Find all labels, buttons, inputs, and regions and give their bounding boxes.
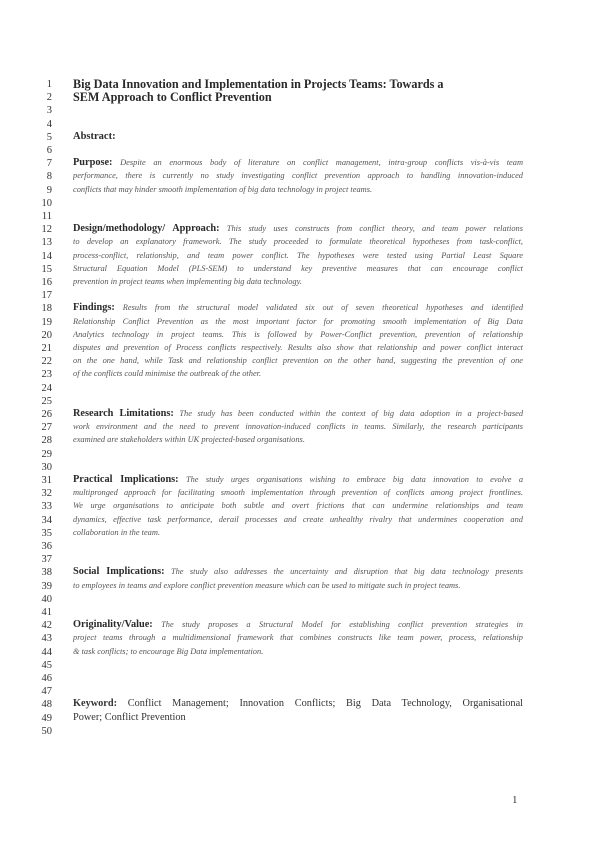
section-text: The study has been conducted within the context of big data adoption in a project-based <box>179 409 523 418</box>
line-number: 28 <box>41 435 52 446</box>
line-number: 26 <box>41 409 52 420</box>
line-number: 33 <box>41 501 52 512</box>
line-number: 36 <box>41 541 52 552</box>
keyword-line <box>73 711 523 724</box>
section-text: & task conflicts; to encourage Big Data implementation. <box>73 647 264 656</box>
line-number: 30 <box>41 462 52 473</box>
line-number: 18 <box>41 303 52 314</box>
section-line <box>73 513 523 526</box>
line-number: 6 <box>46 145 52 156</box>
section-text: conflicts that may hinder smooth implementation of big data technology in project teams. <box>73 185 373 194</box>
section-text: collaboration in the team. <box>73 528 160 537</box>
line-number: 9 <box>46 185 52 196</box>
line-number: 2 <box>46 92 52 103</box>
section-line <box>73 262 523 275</box>
section-line <box>73 183 523 196</box>
section-text: of the conflicts could minimise the outbreak of the other. <box>73 369 262 378</box>
section-text: on the one hand, while Task and relationship conflict prevention on the other hand, suggesting the prevention of one <box>73 356 523 365</box>
section-text: The study proposes a Structural Model for establishing conflict prevention strategies in <box>161 620 523 629</box>
line-number: 48 <box>41 699 52 710</box>
line-number: 1 <box>46 79 52 90</box>
page-number: 1 <box>512 794 518 806</box>
line-number: 31 <box>41 475 52 486</box>
section-line <box>73 526 523 539</box>
title-line: SEM Approach to Conflict Prevention <box>73 90 272 104</box>
abstract-heading: Abstract: <box>73 131 116 142</box>
line-number: 24 <box>41 383 52 394</box>
line-number: 5 <box>46 132 52 143</box>
section-text: project teams through a multidimensional framework that combines constructs like team power, process, relationship <box>73 633 523 642</box>
line-number: 37 <box>41 554 52 565</box>
section-line <box>73 473 523 486</box>
section-line <box>73 486 523 499</box>
section-text: to develop an explanatory framework. The study proceeded to formulate theoretical hypotheses from task-conflict, <box>73 237 523 246</box>
section-line <box>73 156 523 169</box>
line-number: 7 <box>46 158 52 169</box>
section-text: Structural Equation Model (PLS-SEM) to understand key preventive measures that can encourage conflict <box>73 264 523 273</box>
section-heading: Purpose: <box>73 157 113 168</box>
section-text: prevention in project teams when implementing big data technology. <box>73 277 302 286</box>
line-number: 45 <box>41 660 52 671</box>
section-text: This study uses constructs from conflict theory, and team power relations <box>226 224 523 233</box>
line-number: 11 <box>41 211 52 222</box>
line-number: 27 <box>41 422 52 433</box>
title-line: Big Data Innovation and Implementation in Projects Teams: Towards a <box>73 77 444 91</box>
section-line <box>73 499 523 512</box>
section-text: Relationship Conflict Prevention as the most important factor for promoting smooth implementation of Big Data <box>73 317 523 326</box>
line-number: 16 <box>41 277 52 288</box>
section-text: process-conflict, relationship, and team power conflict. The hypotheses were tested using Partial Least Square <box>73 251 523 260</box>
section-line <box>73 420 523 433</box>
section-text: multipronged approach for facilitating smooth implementation through prevention of conflicts among project frontlines. <box>73 488 523 497</box>
line-number: 13 <box>41 237 52 248</box>
section-line <box>73 579 523 592</box>
section-line <box>73 433 523 446</box>
section-text: The study urges organisations wishing to embrace big data innovation to evolve a <box>185 475 523 484</box>
section-text: performance, there is currently no study investigating conflict prevention approach to handling innovation-induced <box>73 171 523 180</box>
section-line <box>73 341 523 354</box>
section-line <box>73 169 523 182</box>
section-line <box>73 235 523 248</box>
section-text: Analytics technology in project teams. This is followed by Power-Conflict prevention, prevention of relationship <box>73 330 523 339</box>
section-line <box>73 631 523 644</box>
line-number: 34 <box>41 515 52 526</box>
section-heading: Design/methodology/ Approach: <box>73 223 220 234</box>
line-number: 32 <box>41 488 52 499</box>
section-text: work environment and the need to prevent innovation-induced conflicts in teams. Similarly, the research participants <box>73 422 523 431</box>
line-number: 42 <box>41 620 52 631</box>
line-number: 10 <box>41 198 52 209</box>
line-number: 3 <box>46 105 52 116</box>
line-number: 25 <box>41 396 52 407</box>
keyword-text: Conflict Management; Innovation Conflicts; Big Data Technology, Organisational <box>127 698 523 709</box>
line-number: 8 <box>46 171 52 182</box>
section-line <box>73 222 523 235</box>
line-number: 29 <box>41 449 52 460</box>
section-text: disputes and prevention of Process conflicts respectively. Results also show that relationship and power conflict interact <box>73 343 523 352</box>
section-text: examined are stakeholders within UK projected-based organisations. <box>73 435 305 444</box>
keyword-heading: Keyword: <box>73 698 118 709</box>
section-line <box>73 275 523 288</box>
section-text: to employees in teams and explore conflict prevention measure which can be used to mitigate such in project teams. <box>73 581 461 590</box>
section-heading: Social Implications: <box>73 566 165 577</box>
line-number: 35 <box>41 528 52 539</box>
line-number: 17 <box>41 290 52 301</box>
line-number: 15 <box>41 264 52 275</box>
line-number: 39 <box>41 581 52 592</box>
line-number: 47 <box>41 686 52 697</box>
section-heading: Findings: <box>73 302 115 313</box>
line-number: 43 <box>41 633 52 644</box>
section-line <box>73 618 523 631</box>
line-number: 19 <box>41 317 52 328</box>
line-number: 22 <box>41 356 52 367</box>
line-number: 4 <box>46 119 52 130</box>
line-number: 38 <box>41 567 52 578</box>
keyword-line <box>73 697 523 710</box>
section-line <box>73 407 523 420</box>
section-text: Results from the structural model validated six out of seven theoretical hypotheses and identified <box>122 303 523 312</box>
section-line <box>73 328 523 341</box>
line-number: 46 <box>41 673 52 684</box>
section-heading: Research Limitations: <box>73 408 174 419</box>
section-text: The study also addresses the uncertainty and disruption that big data technology presents <box>170 567 523 576</box>
line-number: 49 <box>41 713 52 724</box>
keyword-text: Power; Conflict Prevention <box>73 712 186 723</box>
line-number: 41 <box>41 607 52 618</box>
section-heading: Practical Implications: <box>73 474 179 485</box>
section-text: dynamics, effective task performance, derail processes and create unhealthy rivalry that undermines cooperation and <box>73 515 523 524</box>
section-line <box>73 367 523 380</box>
line-number: 20 <box>41 330 52 341</box>
section-line <box>73 645 523 658</box>
line-number: 40 <box>41 594 52 605</box>
section-text: We urge organisations to anticipate both subtle and overt frictions that can undermine relationships and team <box>73 501 523 510</box>
line-number: 44 <box>41 647 52 658</box>
line-number: 12 <box>41 224 52 235</box>
section-line <box>73 315 523 328</box>
section-line <box>73 301 523 314</box>
section-line <box>73 565 523 578</box>
line-number: 50 <box>41 726 52 737</box>
line-number: 14 <box>41 251 52 262</box>
section-text: Despite an enormous body of literature on conflict management, intra-group conflicts vis-à-vis team <box>120 158 523 167</box>
line-number: 21 <box>41 343 52 354</box>
section-heading: Originality/Value: <box>73 619 153 630</box>
section-line <box>73 249 523 262</box>
line-number: 23 <box>41 369 52 380</box>
section-line <box>73 354 523 367</box>
